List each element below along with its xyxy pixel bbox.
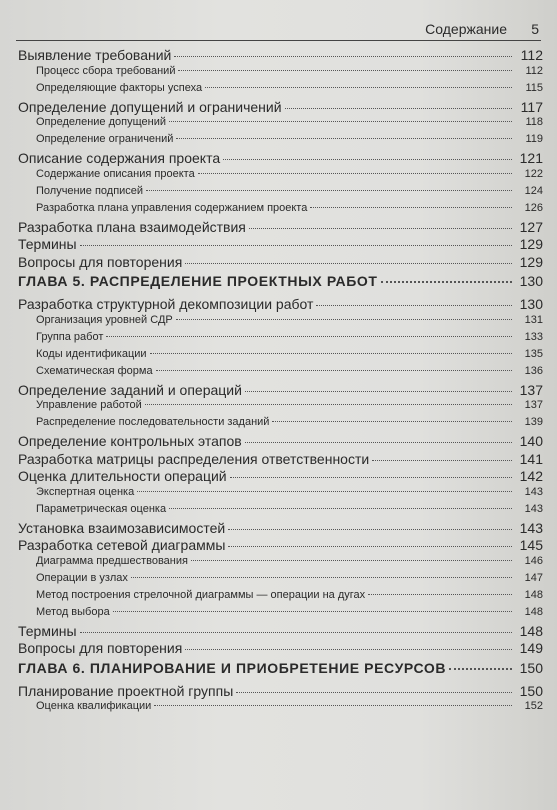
dot-leader	[113, 611, 512, 612]
toc-entry	[18, 468, 543, 486]
toc-entry	[18, 572, 543, 589]
toc-entry-title: ГЛАВА 6. ПЛАНИРОВАНИЕ И ПРИОБРЕТЕНИЕ РЕСУРСОВ	[18, 659, 447, 676]
toc-entry-title: Содержание описания проекта	[36, 167, 195, 180]
toc-entry-title: Экспертная оценка	[36, 485, 135, 498]
toc-entry	[18, 683, 543, 701]
toc-entry	[18, 555, 543, 572]
toc-entry	[18, 537, 543, 555]
toc-entry-page: 150	[519, 659, 543, 676]
toc-entry-page: 129	[519, 236, 543, 252]
toc-entry-page: 137	[519, 381, 543, 398]
toc-entry	[18, 219, 543, 237]
dot-leader	[106, 336, 512, 337]
toc-entry	[18, 296, 543, 314]
dot-leader	[80, 632, 512, 633]
dot-leader	[80, 245, 512, 246]
toc-entry	[18, 606, 543, 623]
toc-entry	[18, 623, 543, 641]
toc-entry-title: Организация уровней СДР	[36, 313, 173, 326]
dot-leader	[137, 491, 512, 492]
toc-entry-page: 136	[524, 364, 543, 377]
dot-leader	[176, 319, 512, 320]
dot-leader	[150, 353, 512, 354]
toc-entry-page: 119	[525, 133, 543, 145]
toc-entry	[18, 168, 543, 185]
toc-entry	[18, 82, 543, 99]
dot-leader	[131, 577, 512, 578]
toc-entry	[18, 640, 543, 658]
toc-entry-title: Метод построения стрелочной диаграммы — операции на дугах	[36, 588, 366, 601]
toc-chapter-entry	[18, 660, 543, 683]
toc-entry-page: 143	[524, 485, 543, 498]
toc-entry-page: 146	[524, 554, 543, 567]
dot-leader	[245, 391, 512, 392]
toc-entry	[18, 700, 543, 717]
toc-entry	[18, 382, 543, 400]
toc-entry-title: Диаграмма предшествования	[36, 554, 188, 567]
toc-entry-page: 135	[524, 347, 543, 360]
toc-entry-page: 149	[519, 640, 543, 656]
table-of-contents	[18, 47, 543, 717]
dot-leader	[145, 404, 512, 405]
toc-entry-page: 147	[524, 571, 543, 584]
dot-leader	[223, 159, 512, 160]
dot-leader	[245, 442, 512, 443]
toc-entry-page: 145	[519, 537, 543, 553]
toc-entry-page: 131	[524, 313, 543, 326]
dot-leader	[205, 87, 512, 88]
toc-entry-page: 141	[519, 450, 543, 467]
dot-leader	[185, 649, 512, 650]
toc-entry	[18, 520, 543, 538]
dot-leader	[198, 173, 512, 174]
toc-entry-page: 129	[519, 253, 543, 270]
toc-entry-page: 150	[519, 682, 543, 699]
dot-leader	[191, 560, 512, 561]
dot-leader	[316, 305, 512, 306]
dot-leader	[169, 508, 512, 509]
toc-entry-title: Группа работ	[36, 330, 104, 343]
toc-entry-title: Определение контрольных этапов	[18, 433, 242, 449]
toc-entry-page: 137	[524, 399, 543, 411]
toc-entry-page: 126	[524, 201, 543, 214]
toc-entry-title: Коды идентификации	[36, 347, 147, 360]
dot-leader	[230, 477, 512, 478]
dot-leader	[449, 668, 512, 670]
dot-leader	[146, 190, 512, 191]
dot-leader	[228, 529, 512, 530]
toc-entry-page: 122	[524, 167, 543, 180]
toc-entry-page: 117	[520, 98, 543, 115]
toc-entry-title: Разработка матрицы распределения ответственности	[18, 450, 370, 467]
toc-entry-title: Разработка структурной декомпозиции работ	[18, 296, 314, 312]
running-header	[16, 18, 541, 41]
dot-leader	[372, 460, 512, 461]
toc-entry	[18, 433, 543, 451]
toc-entry-page: 124	[524, 184, 543, 197]
dot-leader	[310, 207, 512, 208]
dot-leader	[169, 121, 512, 122]
toc-entry-page: 143	[524, 502, 543, 515]
toc-entry-title: Метод выбора	[36, 605, 110, 618]
toc-entry-page: 130	[519, 296, 543, 312]
toc-entry-title: Операции в узлах	[36, 571, 128, 584]
toc-entry-title: Разработка плана взаимодействия	[18, 218, 246, 235]
header-page-number: 5	[531, 21, 539, 37]
toc-entry-page: 115	[525, 81, 543, 94]
toc-entry-title: Установка взаимозависимостей	[18, 519, 226, 536]
toc-entry-title: Вопросы для повторения	[18, 253, 183, 270]
toc-entry	[18, 65, 543, 82]
toc-entry-page: 133	[524, 330, 543, 343]
toc-entry-title: Выявление требований	[18, 47, 172, 63]
dot-leader	[176, 138, 512, 139]
dot-leader	[154, 705, 512, 706]
toc-entry-page: 143	[519, 519, 543, 536]
toc-entry-page: 148	[519, 622, 543, 639]
toc-entry-page: 130	[519, 273, 543, 289]
toc-entry-page: 112	[525, 64, 543, 77]
toc-entry-page: 152	[524, 700, 543, 712]
dot-leader	[185, 263, 512, 264]
toc-entry-title: Оценка длительности операций	[18, 468, 227, 484]
toc-entry-title: ГЛАВА 5. РАСПРЕДЕЛЕНИЕ ПРОЕКТНЫХ РАБОТ	[18, 273, 378, 289]
toc-entry-page: 127	[519, 218, 543, 235]
dot-leader	[272, 421, 512, 422]
toc-entry-title: Описание содержания проекта	[18, 150, 221, 166]
toc-entry-title: Планирование проектной группы	[18, 682, 234, 699]
toc-entry-page: 112	[520, 47, 543, 63]
dot-leader	[228, 546, 512, 547]
toc-entry	[18, 399, 543, 416]
toc-entry	[18, 589, 543, 606]
toc-entry-title: Определение ограничений	[36, 133, 174, 145]
toc-entry-title: Параметрическая оценка	[36, 502, 167, 515]
toc-entry-title: Оценка квалификации	[36, 700, 152, 712]
toc-entry-page: 121	[519, 150, 543, 166]
toc-chapter-entry	[18, 273, 543, 296]
toc-entry	[18, 99, 543, 117]
dot-leader	[381, 281, 512, 283]
toc-entry-title: Процесс сбора требований	[36, 64, 176, 77]
toc-entry	[18, 116, 543, 133]
toc-entry-page: 118	[525, 116, 543, 128]
toc-entry	[18, 365, 543, 382]
dot-leader	[236, 692, 512, 693]
toc-entry-title: Определяющие факторы успеха	[36, 81, 203, 94]
toc-entry	[18, 150, 543, 168]
toc-entry-title: Термины	[18, 622, 77, 639]
toc-entry	[18, 202, 543, 219]
toc-entry	[18, 47, 543, 65]
toc-entry	[18, 486, 543, 503]
toc-entry-title: Вопросы для повторения	[18, 640, 183, 656]
toc-entry-page: 139	[524, 416, 543, 428]
toc-entry-title: Схематическая форма	[36, 364, 153, 377]
dot-leader	[178, 70, 512, 71]
dot-leader	[156, 370, 512, 371]
toc-entry	[18, 314, 543, 331]
toc-entry-page: 148	[524, 605, 543, 618]
dot-leader	[368, 594, 512, 595]
toc-entry	[18, 416, 543, 433]
dot-leader	[174, 56, 512, 57]
toc-entry-title: Определение заданий и операций	[18, 381, 242, 398]
toc-entry-title: Разработка плана управления содержанием проекта	[36, 201, 308, 214]
toc-entry-title: Получение подписей	[36, 184, 144, 197]
dot-leader	[285, 108, 512, 109]
toc-entry-title: Разработка сетевой диаграммы	[18, 537, 226, 553]
toc-entry-page: 142	[519, 468, 543, 484]
toc-entry	[18, 236, 543, 254]
toc-entry-title: Термины	[18, 236, 77, 252]
toc-entry	[18, 348, 543, 365]
toc-entry-page: 148	[524, 588, 543, 601]
toc-entry	[18, 185, 543, 202]
toc-entry	[18, 503, 543, 520]
toc-entry	[18, 451, 543, 469]
toc-entry-page: 140	[519, 433, 543, 449]
header-title: Содержание	[425, 21, 507, 37]
toc-entry-title: Распределение последовательности заданий	[36, 416, 270, 428]
toc-entry	[18, 331, 543, 348]
toc-entry	[18, 133, 543, 150]
toc-entry-title: Определение допущений и ограничений	[18, 98, 282, 115]
toc-entry	[18, 254, 543, 272]
dot-leader	[249, 228, 512, 229]
toc-entry-title: Управление работой	[36, 399, 142, 411]
toc-entry-title: Определение допущений	[36, 116, 167, 128]
